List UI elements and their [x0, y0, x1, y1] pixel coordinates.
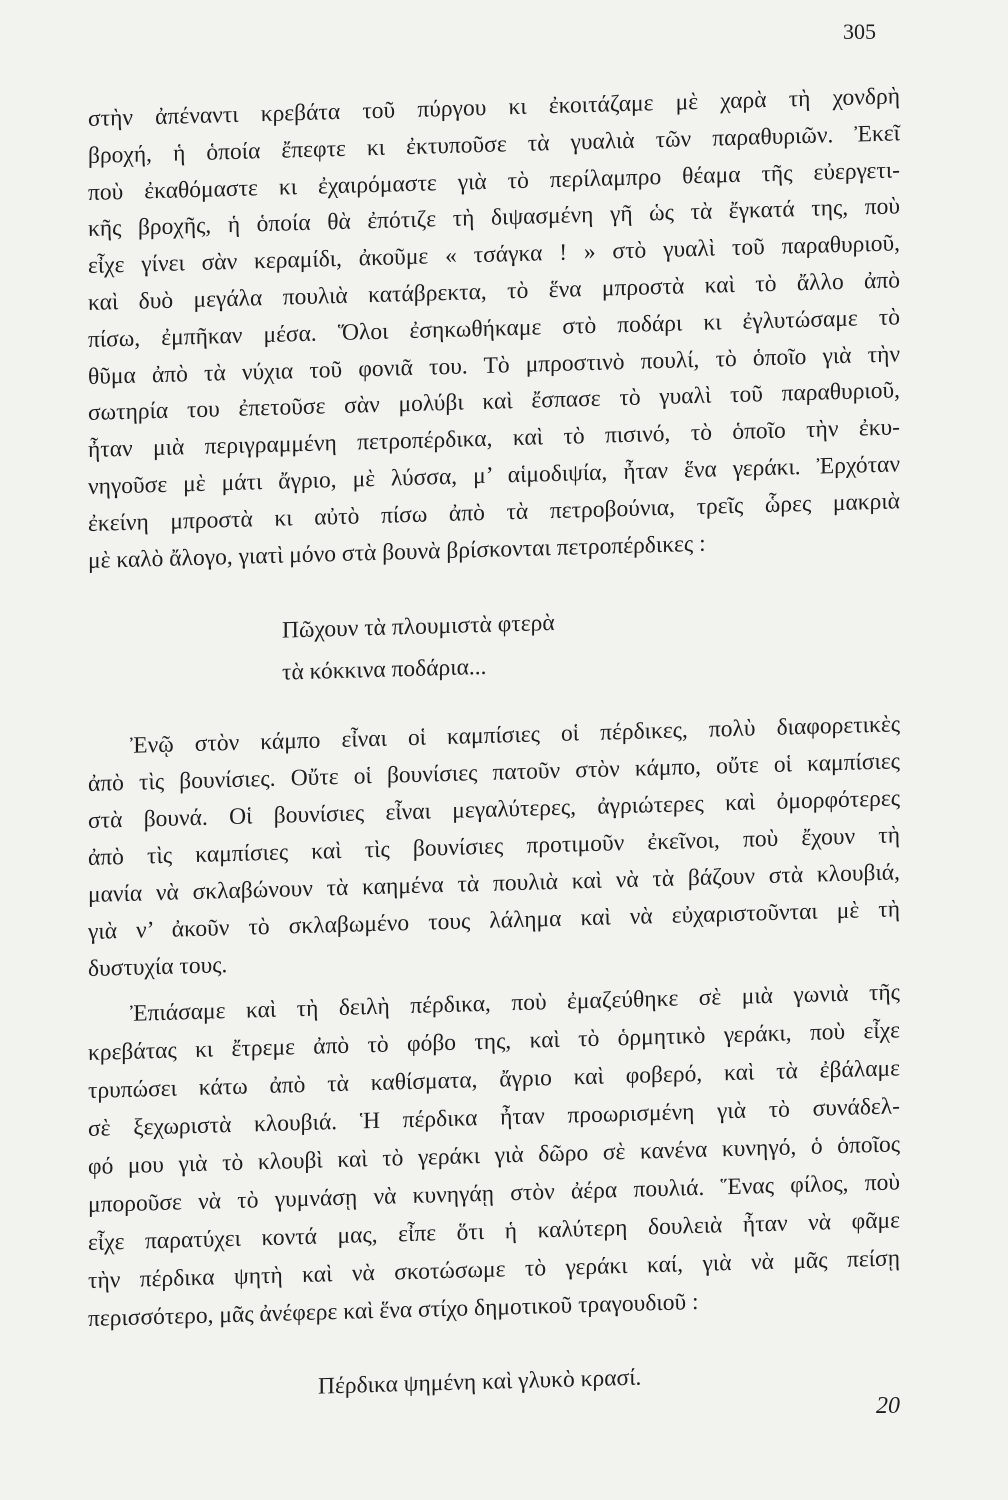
paragraph-1 — [88, 78, 900, 579]
text-line: στὴν ἀπέναντι κρεβάτα τοῦ πύργου κι ἐκοιτάζαμε μὲ χαρὰ τὴ χονδρὴ — [88, 83, 900, 132]
verse-line: Πέρδικα ψημένη καὶ γλυκὸ κρασί. — [318, 1364, 642, 1400]
text-line: ἀπὸ τὶς καμπίσιες καὶ τὶς βουνίσιες προτιμοῦν ἐκεῖνοι, ποὺ ἔχουν τὴ — [88, 822, 900, 871]
text-line: βροχή, ἡ ὁποία ἔπεφτε κι ἐκτυποῦσε τὰ γυαλιὰ τῶν παραθυριῶν. Ἐκεῖ — [88, 120, 900, 169]
text-line: μὲ καλὸ ἄλογο, γιατὶ μόνο στὰ βουνὰ βρίσκονται πετροπέρδικες : — [88, 530, 706, 574]
verse-line: Πῶχουν τὰ πλουμιστὰ φτερὰ — [282, 609, 555, 644]
text-line: εἶχε παρατύχει κοντά μας, εἶπε ὅτι ἡ καλύτερη δουλειὰ ἦταν νὰ φᾶμε — [88, 1207, 900, 1256]
text-line: στὰ βουνά. Οἱ βουνίσιες εἶναι μεγαλύτερες, ἀγριώτερες καὶ ὀμορφότερες — [88, 785, 900, 834]
text-line: μανία νὰ σκλαβώνουν τὰ καημένα τὰ πουλιὰ καὶ νὰ τὰ βάζουν στὰ κλουβιά, — [88, 859, 900, 908]
text-line: δυστυχία τους. — [88, 952, 228, 982]
text-line: περισσότερο, μᾶς ἀνέφερε καὶ ἕνα στίχο δημοτικοῦ τραγουδιοῦ : — [88, 1288, 699, 1332]
text-line: ἐκείνη μπροστὰ κι αὐτὸ πίσω ἀπὸ τὰ πετροβούνια, τρεῖς ὧρες μακριὰ — [88, 488, 900, 537]
text-line: μποροῦσε νὰ τὸ γυμνάσῃ νὰ κυνηγάῃ στὸν ἀέρα πουλιά. Ἕνας φίλος, ποὺ — [88, 1169, 900, 1218]
text-line: εἶχε γίνει σὰν κεραμίδι, ἀκοῦμε « τσάγκα ! » στὸ γυαλὶ τοῦ παραθυριοῦ, — [88, 230, 900, 280]
text-line: Ἐνῷ στὸν κάμπο εἶναι οἱ καμπίσιες οἱ πέρδικες, πολὺ διαφορετικὲς — [130, 711, 900, 759]
text-line: κρεβάτας κι ἔτρεμε ἀπὸ τὸ φόβο της, καὶ τὸ ὁρμητικὸ γεράκι, ποὺ εἶχε — [88, 1017, 900, 1066]
text-line: καὶ δυὸ μεγάλα πουλιὰ κατάβρεκτα, τὸ ἕνα μπροστὰ καὶ τὸ ἄλλο ἀπὸ — [88, 267, 900, 316]
verse-line: τὰ κόκκινα ποδάρια... — [282, 653, 487, 686]
text-line: φό μου γιὰ τὸ κλουβὶ καὶ τὸ γεράκι γιὰ δῶρο σὲ κανένα κυνηγό, ὁ ὁποῖος — [88, 1131, 900, 1180]
text-line: ἀπὸ τὶς βουνίσιες. Οὔτε οἱ βουνίσιες πατοῦν στὸν κάμπο, οὔτε οἱ καμπίσιες — [88, 748, 900, 797]
text-line: σὲ ξεχωριστὰ κλουβιά. Ἡ πέρδικα ἦταν προωρισμένη γιὰ τὸ συνάδελ- — [88, 1093, 900, 1142]
body-text — [88, 0, 900, 1500]
text-line: ποὺ ἐκαθόμαστε κι ἐχαιρόμαστε γιὰ τὸ περίλαμπρο θέαμα τῆς εὐεργετι- — [88, 156, 900, 206]
paragraph-2 — [88, 706, 900, 988]
text-line: κῆς βροχῆς, ἡ ὁποία θὰ ἐπότιζε τὴ διψασμένη γῆ ὡς τὰ ἔγκατά της, ποὺ — [88, 193, 900, 243]
text-line: σωτηρία του ἐπετοῦσε σὰν μολύβι καὶ ἔσπασε τὸ γυαλὶ τοῦ παραθυριοῦ, — [88, 377, 900, 427]
text-line: νηγοῦσε μὲ μάτι ἄγριο, μὲ λύσσα, μ’ αἱμοδιψία, ἦταν ἕνα γεράκι. Ἐρχόταν — [88, 451, 900, 500]
text-line: τρυπώσει κάτω ἀπὸ τὰ καθίσματα, ἄγριο καὶ φοβερό, καὶ τὰ ἐβάλαμε — [88, 1055, 900, 1104]
text-line: ἦταν μιὰ περιγραμμένη πετροπέρδικα, καὶ τὸ πισινό, τὸ ὁποῖο τὴν ἐκυ- — [88, 414, 900, 464]
paragraph-3 — [88, 973, 900, 1338]
text-line: θῦμα ἀπὸ τὰ νύχια τοῦ φονιᾶ του. Τὸ μπροστινὸ πουλί, τὸ ὁποῖο γιὰ τὴν — [88, 340, 900, 390]
text-line: πίσω, ἐμπῆκαν μέσα. Ὅλοι ἐσηκωθήκαμε στὸ ποδάρι κι ἐγλυτώσαμε τὸ — [88, 304, 900, 353]
page-number: 305 — [843, 19, 876, 44]
text-line: γιὰ ν’ ἀκοῦν τὸ σκλαβωμένο τους λάλημα καὶ νὰ εὐχαριστοῦνται μὲ τὴ — [88, 896, 900, 945]
text-line: τὴν πέρδικα ψητὴ καὶ νὰ σκοτώσωμε τὸ γεράκι καί, γιὰ νὰ μᾶς πείσῃ — [88, 1245, 900, 1294]
text-line: Ἐπιάσαμε καὶ τὴ δειλὴ πέρδικα, ποὺ ἐμαζεύθηκε σὲ μιὰ γωνιὰ τῆς — [130, 979, 900, 1027]
signature-mark: 20 — [876, 1393, 900, 1419]
verse-2 — [88, 1352, 900, 1412]
verse-1 — [88, 592, 900, 699]
